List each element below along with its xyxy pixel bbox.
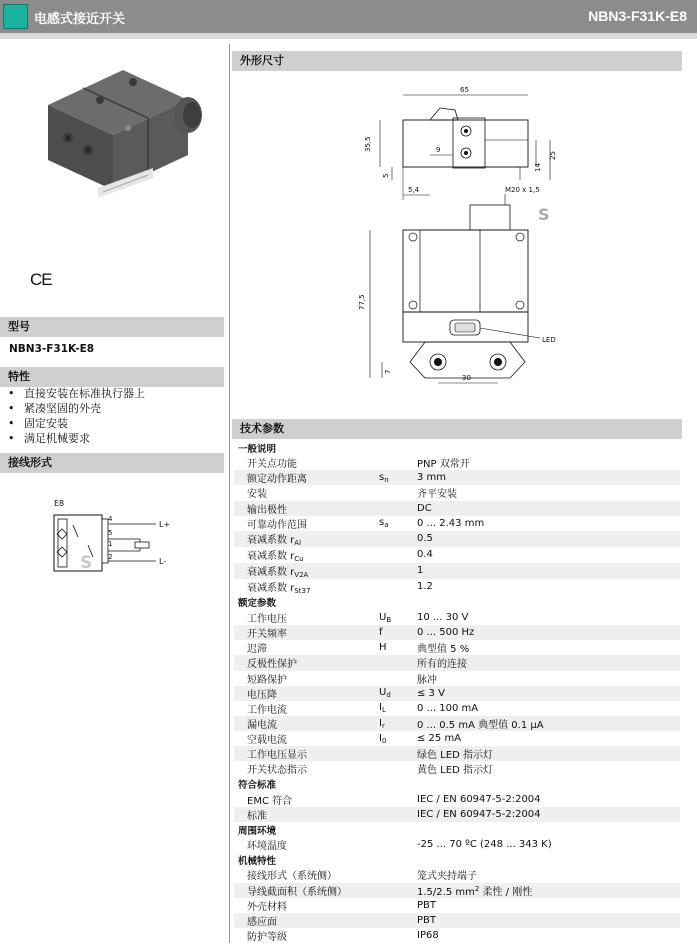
spec-row bbox=[234, 531, 680, 547]
pin-5: 5 bbox=[108, 529, 113, 537]
spec-name: 开关状态指示 bbox=[247, 765, 307, 777]
spec-name: 输出极性 bbox=[234, 501, 375, 516]
spec-row bbox=[234, 867, 680, 882]
spec-symbol bbox=[375, 761, 413, 776]
spec-row bbox=[234, 898, 680, 913]
pin-1: 1 bbox=[108, 540, 113, 548]
spec-symbol bbox=[375, 883, 413, 898]
column-divider bbox=[229, 44, 230, 943]
type-heading: 型号 bbox=[0, 317, 224, 337]
spec-name: 空载电流 bbox=[247, 735, 287, 747]
spec-name: 标准 bbox=[234, 807, 375, 822]
spec-symbol: $U_d$ bbox=[375, 686, 413, 701]
wiring-diagram bbox=[40, 495, 200, 585]
spec-value: ≤ 3 V bbox=[413, 686, 680, 701]
spec-symbol bbox=[375, 671, 413, 686]
spec-value: IEC / EN 60947-5-2:2004 bbox=[413, 807, 680, 822]
spec-symbol: $I_L$ bbox=[379, 702, 386, 715]
spec-row bbox=[234, 563, 680, 579]
spec-symbol: $s_a$ bbox=[379, 517, 389, 530]
pin-2: 2 bbox=[108, 553, 113, 561]
spec-value: -25 ... 70 ºC (248 ... 343 K) bbox=[417, 839, 552, 851]
dim-77-5: 77,5 bbox=[358, 294, 366, 310]
l-plus-label: L+ bbox=[159, 520, 171, 529]
spec-name: 接线形式（系统侧） bbox=[247, 871, 337, 883]
dim-led: LED bbox=[542, 336, 556, 344]
spec-row bbox=[234, 701, 680, 716]
wiring-s-mark: S bbox=[80, 553, 93, 573]
spec-group-row bbox=[234, 595, 680, 610]
dim-14: 14 bbox=[534, 163, 542, 172]
spec-name: 衰减系数 $r_{Al}$ bbox=[234, 531, 375, 547]
features-list bbox=[8, 386, 145, 446]
spec-symbol bbox=[375, 898, 413, 913]
spec-group-title: 一般说明 bbox=[234, 440, 680, 455]
spec-group-row bbox=[234, 777, 680, 792]
spec-symbol bbox=[375, 746, 413, 761]
spec-value: 0 ... 2.43 mm bbox=[417, 517, 485, 529]
feature-item: • 固定安装 bbox=[8, 416, 145, 431]
spec-value: 1.2 bbox=[417, 581, 433, 593]
spec-name: 工作电压 bbox=[247, 614, 287, 626]
spec-row bbox=[234, 731, 680, 746]
spec-symbol bbox=[375, 913, 413, 928]
spec-symbol bbox=[375, 867, 413, 882]
brand-square-icon bbox=[3, 4, 28, 29]
l-minus-label: L- bbox=[159, 557, 167, 566]
spec-symbol: $U_B$ bbox=[379, 611, 392, 624]
spec-symbol: H bbox=[379, 642, 387, 654]
spec-name: 开关频率 bbox=[234, 625, 375, 640]
spec-value: 黄色 LED 指示灯 bbox=[417, 765, 493, 777]
feature-item: • 满足机械要求 bbox=[8, 431, 145, 446]
spec-symbol bbox=[375, 837, 413, 852]
spec-row bbox=[234, 655, 680, 670]
spec-group-title: 周围环境 bbox=[234, 822, 680, 837]
spec-value: 笼式夹持端子 bbox=[417, 871, 477, 883]
spec-row bbox=[234, 807, 680, 822]
spec-symbol bbox=[375, 579, 413, 595]
wiring-heading: 接线形式 bbox=[0, 453, 224, 473]
spec-row bbox=[234, 640, 680, 655]
dim-65: 65 bbox=[460, 86, 469, 94]
spec-group-row bbox=[234, 822, 680, 837]
spec-symbol bbox=[375, 807, 413, 822]
spec-name: 额定动作距离 bbox=[234, 470, 375, 485]
spec-row bbox=[234, 837, 680, 852]
spec-value: 0.4 bbox=[417, 549, 433, 561]
spec-row bbox=[234, 716, 680, 731]
dim-thread: M20 x 1,5 bbox=[505, 186, 540, 194]
spec-name: 工作电流 bbox=[247, 704, 287, 716]
spec-symbol bbox=[375, 928, 413, 943]
spec-symbol: $I_0$ bbox=[379, 732, 387, 745]
spec-symbol bbox=[375, 792, 413, 807]
spec-name: 漏电流 bbox=[234, 716, 375, 731]
spec-value: 10 ... 30 V bbox=[417, 612, 469, 624]
spec-symbol bbox=[375, 501, 413, 516]
spec-name: 开关点功能 bbox=[247, 459, 297, 471]
spec-group-title: 额定参数 bbox=[234, 595, 680, 610]
spec-row bbox=[234, 746, 680, 761]
spec-row bbox=[234, 501, 680, 516]
page-title: 电感式接近开关 bbox=[34, 12, 126, 27]
dim-7: 7 bbox=[384, 369, 392, 374]
spec-group-row bbox=[234, 852, 680, 867]
dim-35-5: 35,5 bbox=[364, 136, 372, 152]
spec-name: 短路保护 bbox=[247, 674, 287, 686]
spec-group-title: 符合标准 bbox=[234, 777, 680, 792]
spec-row bbox=[234, 516, 680, 531]
spec-name: 衰减系数 $r_{Cu}$ bbox=[247, 550, 304, 563]
spec-symbol: f bbox=[375, 625, 413, 640]
spec-value: IEC / EN 60947-5-2:2004 bbox=[417, 793, 541, 805]
spec-name: 防护等级 bbox=[247, 932, 287, 943]
spec-row bbox=[234, 610, 680, 625]
spec-row bbox=[234, 470, 680, 485]
spec-value: PBT bbox=[413, 913, 680, 928]
spec-value: 0.5 bbox=[413, 531, 680, 547]
product-photo bbox=[28, 60, 208, 210]
dim-30: 30 bbox=[462, 374, 471, 382]
spec-value: 0 ... 100 mA bbox=[417, 702, 479, 714]
spec-symbol bbox=[375, 531, 413, 547]
spec-row bbox=[234, 792, 680, 807]
spec-name: 安装 bbox=[247, 489, 267, 501]
dim-25: 25 bbox=[549, 151, 557, 160]
feature-item: • 紧凑坚固的外壳 bbox=[8, 401, 145, 416]
dim-9: 9 bbox=[436, 146, 441, 154]
features-heading: 特性 bbox=[0, 367, 224, 387]
spec-value: 绿色 LED 指示灯 bbox=[413, 746, 680, 761]
dimension-drawing bbox=[350, 80, 590, 390]
spec-row bbox=[234, 686, 680, 701]
spec-row bbox=[234, 883, 680, 898]
spec-group-title: 机械特性 bbox=[234, 852, 680, 867]
spec-name: EMC 符合 bbox=[247, 795, 293, 807]
spec-value: IP68 bbox=[417, 930, 439, 941]
spec-row bbox=[234, 547, 680, 563]
header-subbar bbox=[0, 33, 697, 39]
ce-mark-icon: CE bbox=[30, 270, 52, 289]
spec-row bbox=[234, 761, 680, 776]
spec-value: DC bbox=[413, 501, 680, 516]
spec-value: 1.5/2.5 $mm^2$ 柔性 / 刚性 bbox=[413, 883, 680, 898]
spec-name: 衰减系数 $r_{V2A}$ bbox=[234, 563, 375, 579]
spec-name: 感应面 bbox=[234, 913, 375, 928]
spec-name: 导线截面积（系统侧） bbox=[234, 883, 375, 898]
spec-value: 典型值 5 % bbox=[417, 644, 470, 656]
spec-name: 工作电压显示 bbox=[234, 746, 375, 761]
spec-value: PBT bbox=[417, 899, 436, 911]
spec-row bbox=[234, 455, 680, 470]
spec-row bbox=[234, 928, 680, 943]
model-number: NBN3-F31K-E8 bbox=[588, 8, 687, 24]
feature-item: • 直接安装在标准执行器上 bbox=[8, 386, 145, 401]
spec-value: PNP 双常开 bbox=[417, 459, 470, 471]
spec-row bbox=[234, 485, 680, 500]
spec-value: 齐平安装 bbox=[417, 489, 457, 501]
dim-s-mark: S bbox=[538, 205, 550, 224]
spec-symbol bbox=[375, 485, 413, 500]
wiring-label: E8 bbox=[54, 499, 65, 508]
spec-name: 电压降 bbox=[234, 686, 375, 701]
spec-symbol bbox=[375, 455, 413, 470]
spec-value: 1 bbox=[413, 563, 680, 579]
spec-group-row bbox=[234, 440, 680, 455]
spec-symbol bbox=[375, 655, 413, 670]
spec-name: 衰减系数 $r_{St37}$ bbox=[247, 582, 311, 595]
spec-symbol bbox=[375, 563, 413, 579]
spec-name: 迟滞 bbox=[247, 644, 267, 656]
dimensions-heading: 外形尺寸 bbox=[232, 51, 682, 71]
specs-heading: 技术参数 bbox=[232, 419, 682, 439]
spec-name: 外壳材料 bbox=[247, 901, 287, 913]
spec-value: 3 mm bbox=[413, 470, 680, 485]
dim-5: 5 bbox=[382, 173, 390, 178]
spec-value: ≤ 25 mA bbox=[417, 733, 462, 745]
specs-table bbox=[234, 440, 680, 943]
pin-4: 4 bbox=[108, 515, 113, 523]
spec-symbol bbox=[375, 547, 413, 563]
type-value: NBN3-F31K-E8 bbox=[9, 343, 95, 355]
spec-symbol: $I_r$ bbox=[375, 716, 413, 731]
spec-name: 环境温度 bbox=[247, 841, 287, 853]
spec-name: 可靠动作范围 bbox=[247, 519, 307, 531]
spec-row bbox=[234, 671, 680, 686]
spec-name: 反极性保护 bbox=[234, 655, 375, 670]
spec-row bbox=[234, 913, 680, 928]
header-bar bbox=[0, 0, 697, 33]
spec-value: 脉冲 bbox=[417, 674, 437, 686]
spec-value: 所有的连接 bbox=[413, 655, 680, 670]
dim-5-4: 5,4 bbox=[408, 186, 420, 194]
spec-row bbox=[234, 579, 680, 595]
spec-value: 0 ... 0.5 mA 典型值 0.1 µA bbox=[413, 716, 680, 731]
spec-symbol: $s_n$ bbox=[375, 470, 413, 485]
spec-value: 0 ... 500 Hz bbox=[413, 625, 680, 640]
spec-row bbox=[234, 625, 680, 640]
